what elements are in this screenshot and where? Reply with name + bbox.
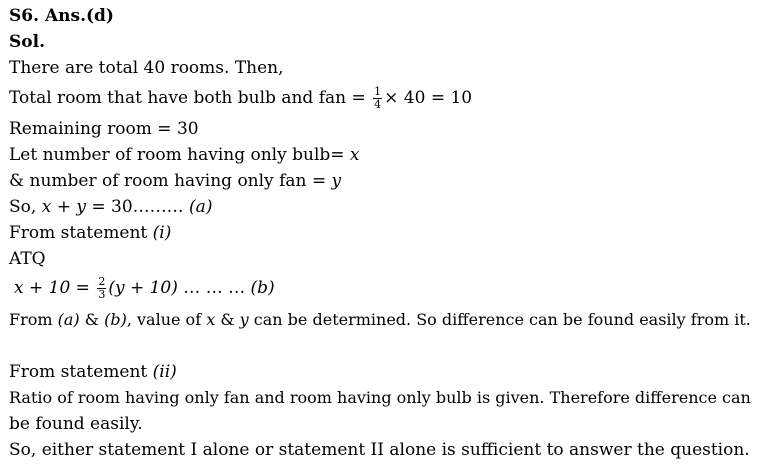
line-found-easily: be found easily. bbox=[9, 414, 143, 434]
text: So, bbox=[9, 197, 42, 217]
tag-b: (b) bbox=[104, 310, 127, 329]
text: Total room that have both bulb and fan bbox=[9, 88, 347, 108]
text: From statement bbox=[9, 223, 153, 243]
t1: From bbox=[9, 310, 58, 329]
dots: … … … bbox=[177, 278, 251, 298]
line-total-rooms: There are total 40 rooms. Then, bbox=[9, 58, 284, 78]
numerator: 2 bbox=[98, 275, 106, 288]
numerator: 1 bbox=[374, 85, 382, 98]
tag-a: (a) bbox=[57, 310, 80, 329]
tag-a: (a) bbox=[189, 197, 213, 217]
text: Let number of room having only bulb bbox=[9, 145, 331, 165]
eq: = 30 bbox=[151, 119, 199, 139]
eq-lhs: x + 10 = bbox=[14, 278, 96, 298]
eq: = bbox=[330, 145, 350, 165]
var-y: y bbox=[239, 310, 249, 329]
line-only-fan bbox=[9, 170, 341, 192]
eq-rhs: (y + 10) bbox=[108, 278, 178, 298]
line-equation-a bbox=[9, 196, 212, 218]
denominator: 3 bbox=[98, 288, 106, 301]
fraction-one-fourth bbox=[373, 86, 382, 111]
text: From statement bbox=[9, 362, 153, 382]
text: & number of room having only fan bbox=[9, 171, 307, 191]
answer-heading: S6. Ans.(d) bbox=[9, 6, 114, 26]
eq: = bbox=[346, 88, 372, 108]
eq: = bbox=[306, 171, 332, 191]
solution-heading: Sol. bbox=[9, 32, 45, 52]
fraction-two-thirds bbox=[97, 276, 106, 301]
line-remaining-room bbox=[9, 118, 199, 140]
eq-mid: = 30……… bbox=[85, 197, 190, 217]
tag-ii: (ii) bbox=[152, 362, 177, 382]
line-only-bulb bbox=[9, 144, 360, 166]
var-y: y bbox=[331, 171, 342, 191]
var-x: x bbox=[206, 310, 216, 329]
tag-b: (b) bbox=[250, 278, 275, 298]
line-conclusion: So, either statement I alone or statement II alone is sufficient to answer the question. bbox=[9, 440, 750, 460]
t4: & bbox=[215, 310, 240, 329]
line-ratio: Ratio of room having only fan and room having only bulb is given. Therefore difference can bbox=[9, 388, 751, 407]
t3: , value of bbox=[126, 310, 207, 329]
line-from-a-b bbox=[9, 309, 751, 331]
var-x: x bbox=[349, 145, 360, 165]
t5: can be determined. So difference can be found easily from it. bbox=[248, 310, 751, 329]
eq-rest: × 40 = 10 bbox=[384, 88, 473, 108]
t2: & bbox=[79, 310, 105, 329]
line-statement-i bbox=[9, 222, 171, 244]
line-atq: ATQ bbox=[9, 249, 46, 269]
denominator: 4 bbox=[374, 98, 382, 111]
line-equation-b bbox=[14, 276, 275, 301]
text: Remaining room bbox=[9, 119, 152, 139]
line-statement-ii bbox=[9, 361, 177, 383]
eq-lhs: x + y bbox=[41, 197, 86, 217]
tag-i: (i) bbox=[152, 223, 172, 243]
line-both-bulb-fan bbox=[9, 86, 472, 111]
